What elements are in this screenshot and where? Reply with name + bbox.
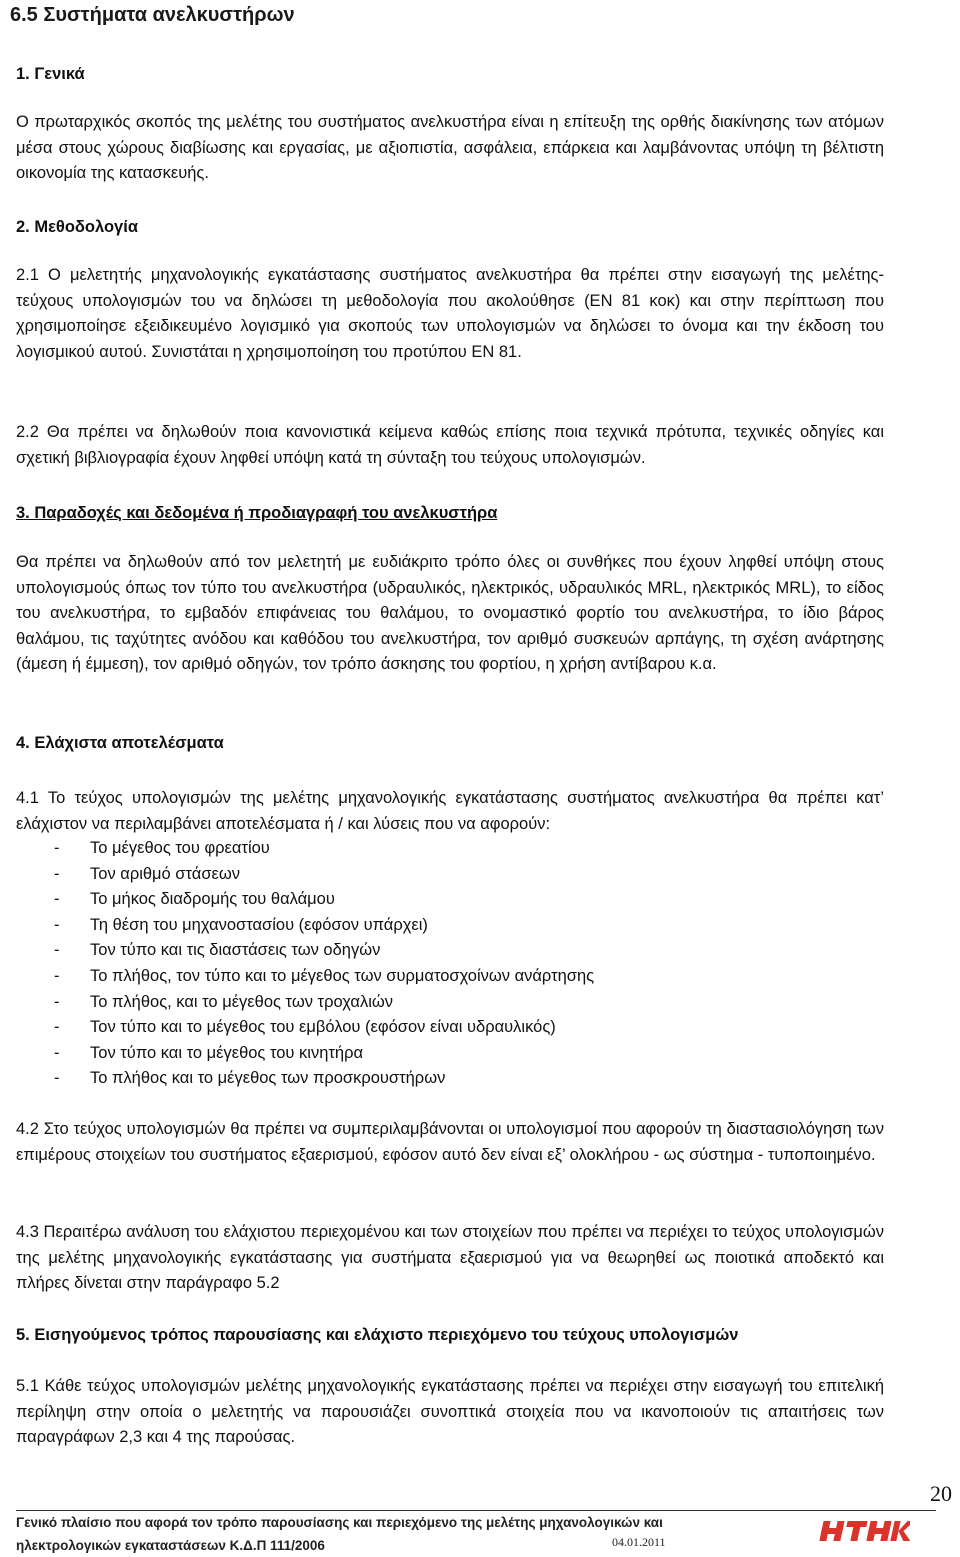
list-dash: - <box>54 1018 60 1037</box>
section-heading-presentation: 5. Εισηγούμενος τρόπος παρουσίασης και ελάχιστο περιεχόμενο του τεύχους υπολογισμών <box>16 1326 739 1344</box>
list-dash: - <box>54 915 60 934</box>
page-title: 6.5 Συστήματα ανελκυστήρων <box>10 4 295 26</box>
section-heading-methodology: 2. Μεθοδολογία <box>16 218 138 236</box>
list-item-text: Το πλήθος, τον τύπο και το μέγεθος των συρματοσχοίνων ανάρτησης <box>90 966 595 985</box>
list-item-text: Το πλήθος και το μέγεθος των προσκρουστήρων <box>90 1069 446 1088</box>
list-item <box>16 1066 884 1092</box>
section-heading-assumptions: 3. Παραδοχές και δεδομένα ή προδιαγραφή του ανελκυστήρα <box>16 504 498 522</box>
minimum-results-paragraph-4-1: 4.1 Το τεύχος υπολογισμών της μελέτης μηχανολογικής εγκατάστασης συστήματος ανελκυστήρα θα πρέπει κατ’ ελάχιστον να περιλαμβάνει αποτελέσματα ή / και λύσεις που να αφορούν: <box>16 789 884 833</box>
list-item <box>16 1041 884 1067</box>
general-paragraph: Ο πρωταρχικός σκοπός της μελέτης του συστήματος ανελκυστήρα είναι η επίτευξη της ορθής διακίνησης των ατόμων μέσα στους χώρους διαβίωσης και εργασίας, με αξιοπιστία, ασφάλεια, επάρκεια και λαμβάνοντας υπόψη τη βέλτιστη οικονομία της κατασκευής. <box>16 113 884 183</box>
section-heading-minimum-results: 4. Ελάχιστα αποτελέσματα <box>16 734 224 752</box>
list-item <box>16 1015 884 1041</box>
list-item <box>16 990 884 1016</box>
list-item <box>16 887 884 913</box>
list-dash: - <box>54 992 60 1011</box>
list-item-text: Τον τύπο και το μέγεθος του κινητήρα <box>90 1043 363 1062</box>
minimum-results-list <box>16 836 884 1092</box>
list-item-text: Τον τύπο και το μέγεθος του εμβόλου (εφόσον είναι υδραυλικός) <box>90 1018 556 1037</box>
list-dash: - <box>54 839 60 857</box>
list-item-text: Τον τύπο και τις διαστάσεις των οδηγών <box>90 941 381 960</box>
list-item-text: Τη θέση του μηχανοστασίου (εφόσον υπάρχει) <box>90 915 428 934</box>
list-item-text: Τον αριθμό στάσεων <box>90 864 240 883</box>
list-dash: - <box>54 1069 60 1088</box>
list-dash: - <box>54 1043 60 1062</box>
list-item-text: Το μέγεθος του φρεατίου <box>90 839 270 857</box>
assumptions-paragraph: Θα πρέπει να δηλωθούν από τον μελετητή με ευδιάκριτο τρόπο όλες οι συνθήκες που έχουν ληφθεί υπόψη στους υπολογισμούς όπως τον τύπο του ανελκυστήρα (υδραυλικός, ηλεκτρικός, υδραυλικός MRL, ηλεκτρικός MRL), το είδος του ανελκυστήρα, το εμβαδόν επιφάνειας του θαλάμου, το ονομαστικό φορτίο του ανελκυστήρα, το ίδιο βάρος θαλάμου, τις ταχύτητες ανόδου και καθόδου του ανελκυστήρα, τον αριθμό συσκευών αρπάγης, τη σχέση ανάρτησης (άμεση ή έμμεση), τον αριθμό οδηγών, τον τρόπο άσκησης του φορτίου, η χρήση αντίβαρου κ.α. <box>16 553 884 674</box>
methodology-paragraph-2-2: 2.2 Θα πρέπει να δηλωθούν ποια κανονιστικά κείμενα καθώς επίσης ποια τεχνικά πρότυπα, τεχνικές οδηγίες και σχετική βιβλιογραφία έχουν ληφθεί υπόψη κατά τη σύνταξη του τεύχους υπολογισμών. <box>16 423 884 467</box>
section-heading-general: 1. Γενικά <box>16 65 85 83</box>
list-item-text: Το πλήθος, και το μέγεθος των τροχαλιών <box>90 992 393 1011</box>
list-item <box>16 836 884 862</box>
page-number: 20 <box>930 1481 952 1506</box>
list-dash: - <box>54 966 60 985</box>
minimum-results-paragraph-4-2: 4.2 Στο τεύχος υπολογισμών θα πρέπει να συμπεριλαμβάνονται οι υπολογισμοί που αφορούν τη διαστασιολόγηση των επιμέρους στοιχείων του συστήματος εξαερισμού, εφόσον αυτό δεν είναι εξ’ ολοκλήρου - ως σύστημα - τυποποιημένο. <box>16 1120 884 1164</box>
footer-date: 04.01.2011 <box>612 1535 666 1549</box>
list-dash: - <box>54 941 60 960</box>
minimum-results-paragraph-4-3: 4.3 Περαιτέρω ανάλυση του ελάχιστου περιεχομένου και των στοιχείων που πρέπει να περιέχει το τεύχος υπολογισμών της μελέτης μηχανολογικής εγκατάστασης για συστήματα εξαερισμού για να θεωρηθεί ως ποιοτικά αποδεκτό και πλήρες δίνεται στην παράγραφο 5.2 <box>16 1223 884 1293</box>
list-item <box>16 913 884 939</box>
list-item <box>16 862 884 888</box>
list-dash: - <box>54 890 60 909</box>
methodology-paragraph-2-1: 2.1 Ο μελετητής μηχανολογικής εγκατάστασης συστήματος ανελκυστήρα θα πρέπει στην εισαγωγή της μελέτης-τεύχους υπολογισμών του να δηλώσει τη μεθοδολογία που ακολούθησε (EN 81 κοκ) και στην περίπτωση που χρησιμοποίησε εξειδικευμένο λογισμικό για σκοπούς των υπολογισμών να δηλώσει το όνομα και την έκδοση του λογισμικού αυτού. Συνιστάται η χρησιμοποίηση του προτύπου EN 81. <box>16 266 884 361</box>
etek-logo <box>818 1519 910 1543</box>
list-item-text: Το μήκος διαδρομής του θαλάμου <box>90 890 335 909</box>
list-item <box>16 938 884 964</box>
presentation-paragraph-5-1: 5.1 Κάθε τεύχος υπολογισμών μελέτης μηχανολογικής εγκατάστασης πρέπει να περιέχει στην εισαγωγή του επιτελική περίληψη στην οποία ο μελετητής να παρουσιάζει συνοπτικά στοιχεία που να ικανοποιούν τις απαιτήσεις των παραγράφων 2,3 και 4 της παρούσας. <box>16 1377 884 1447</box>
footer-text: Γενικό πλαίσιο που αφορά τον τρόπο παρουσίασης και περιεχόμενο της μελέτης μηχανολογικών και ηλεκτρολογικών εγκαταστάσεων Κ.Δ.Π 111/2006 <box>16 1515 663 1553</box>
list-dash: - <box>54 864 60 883</box>
list-item <box>16 964 884 990</box>
